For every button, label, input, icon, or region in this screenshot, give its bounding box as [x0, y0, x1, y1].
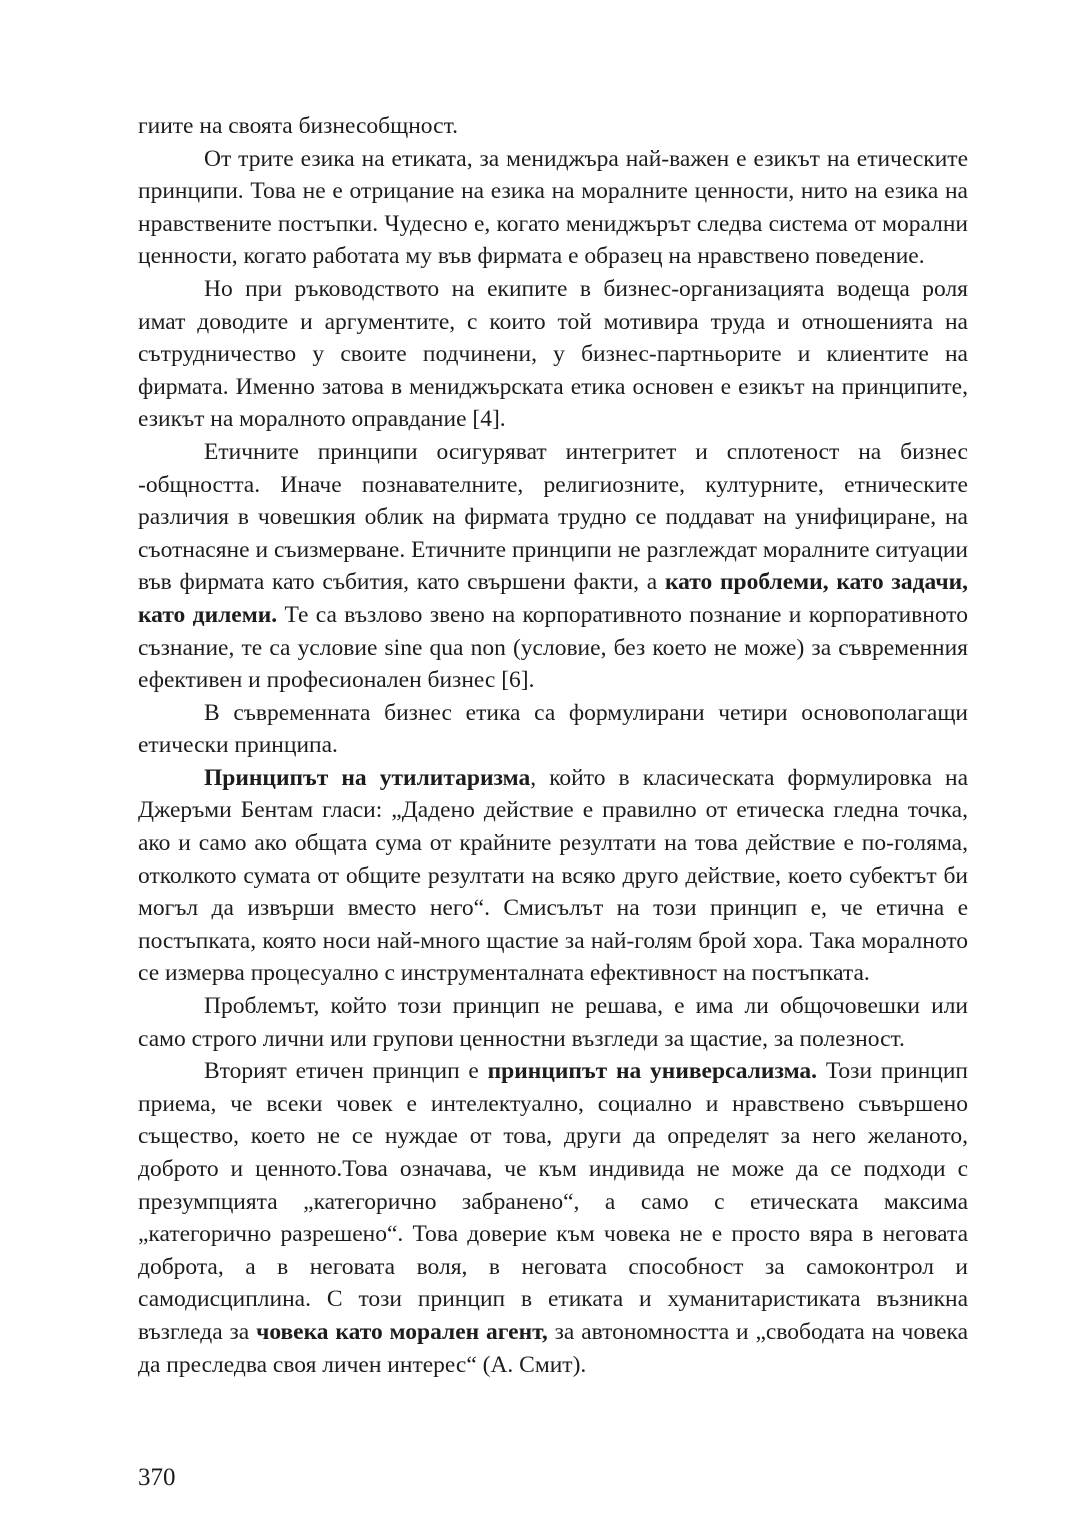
- text-run: Те са възлово звено на корпоративното познание и корпоративното съзнание, те са условие sine qua non (условие, без което не може) за съвременния ефективен и професионален бизнес [6].: [138, 601, 968, 694]
- text-run: Но при ръководството на екипите в бизнес-организацията водеща роля имат доводите и аргументите, с които той мотивира труда и отношенията на сътрудничество у своите подчинени, у бизнес-партньорите и клиентите на фирмата. Именно затова в мениджърската етика основен е езикът на принципите, езикът на моралното оправдание [4].: [138, 275, 968, 433]
- paragraph-utilitarianism: [138, 762, 968, 990]
- bold-phrase: принципът на универсализма.: [487, 1058, 818, 1085]
- bold-phrase: като проблеми, като задачи, като дилеми.: [138, 569, 968, 628]
- text-run: Вторият етичен принцип е: [204, 1058, 488, 1085]
- paragraph-problem: [138, 990, 968, 1055]
- text-run: В съвременната бизнес етика са формулирани четири основополагащи етически принципа.: [138, 699, 968, 759]
- bold-phrase: Принципът на утилитаризма: [204, 764, 531, 791]
- bold-phrase: човека като морален агент,: [256, 1318, 548, 1345]
- text-run: гиите на своята бизнесобщност.: [138, 113, 458, 139]
- paragraph-languages-of-ethics: [138, 143, 968, 273]
- text-run: От трите езика на етиката, за мениджъра най-важен е езикът на етическите принципи. Това не е отрицание на езика на моралните ценности, нито на езика на нравствените постъпки. Чудесно е, когато мениджърът следва система от морални ценности, когато работата му във фирмата е образец на нравствено поведение.: [138, 145, 968, 270]
- text-run: Проблемът, който този принцип не решава, е има ли общочовешки или само строго лични или групови ценностни възгледи за щастие, за полезност.: [138, 993, 968, 1052]
- text-run: Етичните принципи осигуряват интегритет и сплотеност на бизнес -общността. Иначе познавателните, религиозните, културните, етническите различия в човешкия облик на фирмата трудно се поддават на унифициране, на съотнасяне и съизмерване. Етичните принципи не разглеждат моралните ситуации във фирмата като събития, като свършени факти, а: [138, 438, 968, 596]
- text-run: Този принцип приема, че всеки човек е интелектуално, социално и нравствено съвършено същество, което не се нуждае от това, други да определят за него желаното, доброто и ценното.Това означава, че към индивида не може да се подходи с презумпцията „категорично забранено“, а само с етическата максима „категорично разрешено“. Това доверие към човека не е просто вяра в неговата доброта, а в неговата воля, в неговата способност за самоконтрол и самодисциплина. С този принцип в етиката и хуманитаристиката възникна възгледа за: [138, 1058, 969, 1345]
- paragraph-four-principles: [138, 697, 968, 762]
- paragraph-team-management: [138, 273, 968, 436]
- text-run: за автономността и „свободата на човека да преследва своя личен интерес“ (А. Смит).: [138, 1318, 968, 1378]
- paragraph-universalism: [138, 1055, 968, 1381]
- text-run: , който в класическата формулировка на Джеръми Бентам гласи: „Дадено действие е правилно от етическа гледна точка, ако и само ако общата сума от крайните резултати на това действие е по-голяма, отколкото сумата от общите резултати на всяко друго действие, което субектът би могъл да извърши вместо него“. Смисълът на този принцип е, че етична е постъпката, която носи най-много щастие за най-голям брой хора. Така моралното се измерва процесуално с инструменталната ефективност на постъпката.: [138, 764, 968, 987]
- page-number: 370: [138, 1464, 176, 1491]
- body-text: [138, 110, 968, 1381]
- paragraph-continuation: [138, 110, 968, 143]
- paragraph-ethical-principles: [138, 436, 968, 697]
